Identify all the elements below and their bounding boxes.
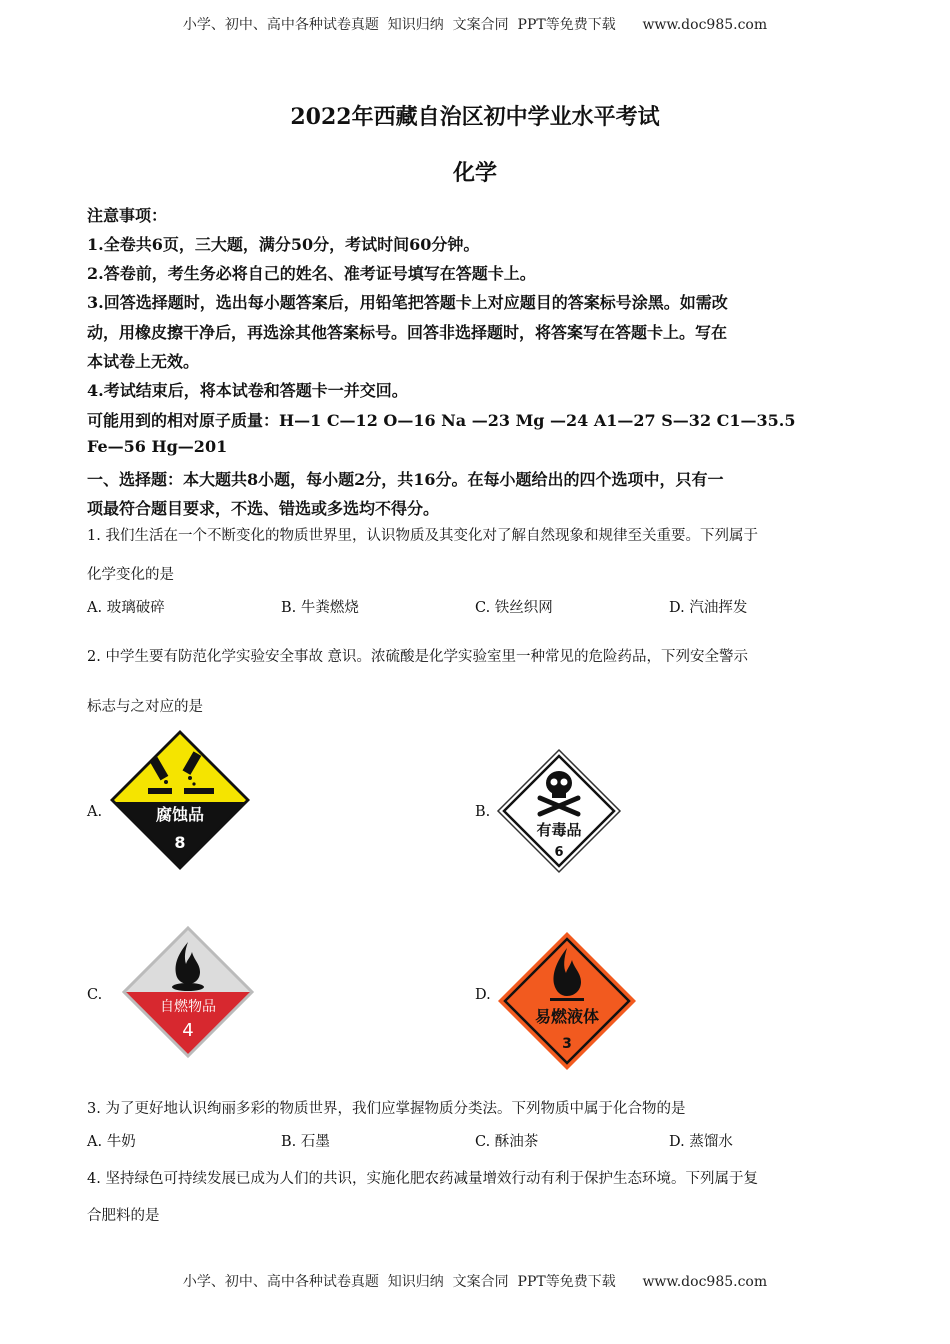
q1-option-d: D. 汽油挥发 <box>669 600 748 616</box>
sign-number: 8 <box>174 833 186 852</box>
atomic-mass-line: Fe—56 Hg—201 <box>87 437 228 456</box>
question-2-text: 标志与之对应的是 <box>87 699 203 715</box>
note-line: 3.回答选择题时，选出每小题答案后，用铅笔把答题卡上对应题目的答案标号涂黑。如需改 <box>87 293 728 312</box>
corrosive-sign <box>108 728 252 872</box>
q2-option-a-label: A. <box>87 804 103 820</box>
note-line: 1.全卷共6页，三大题，满分50分，考试时间60分钟。 <box>87 235 480 254</box>
question-4-text: 4. 坚持绿色可持续发展已成为人们的共识，实施化肥农药减量增效行动有利于保护生态环境。下列属于复 <box>87 1171 758 1187</box>
sign-number: 4 <box>182 1020 194 1041</box>
q3-option-c: C. 酥油茶 <box>475 1134 539 1150</box>
note-line: 本试卷上无效。 <box>87 352 200 371</box>
q1-option-a: A. 玻璃破碎 <box>87 600 165 616</box>
flammable-liquid-sign <box>496 930 638 1072</box>
atomic-mass-line: 可能用到的相对原子质量：H—1 C—12 O—16 Na —23 Mg —24 A1—27 S—32 C1—35.5 <box>87 411 796 430</box>
page-footer: 小学、初中、高中各种试卷真题 知识归纳 文案合同 PPT等免费下载 www.doc985.com <box>182 1274 768 1290</box>
page-header: 小学、初中、高中各种试卷真题 知识归纳 文案合同 PPT等免费下载 www.doc985.com <box>182 17 768 33</box>
sign-label: 自燃物品 <box>160 999 216 1015</box>
q2-option-c-label: C. <box>87 987 103 1003</box>
q3-option-b: B. 石墨 <box>281 1134 330 1150</box>
exam-title: 2022年西藏自治区初中学业水平考试 <box>290 104 660 130</box>
note-line: 4.考试结束后，将本试卷和答题卡一并交回。 <box>87 381 408 400</box>
q2-option-b-label: B. <box>475 804 491 820</box>
section-heading: 项最符合题目要求，不选、错选或多选均不得分。 <box>87 499 440 518</box>
q1-option-c: C. 铁丝织网 <box>475 600 553 616</box>
q3-option-a: A. 牛奶 <box>87 1134 136 1150</box>
sign-label: 腐蚀品 <box>155 805 205 824</box>
question-2-text: 2. 中学生要有防范化学实验安全事故 意识。浓硫酸是化学实验室里一种常见的危险药品，下列安全警示 <box>87 649 749 665</box>
notes-heading: 注意事项： <box>87 206 168 225</box>
note-line: 2.答卷前，考生务必将自己的姓名、准考证号填写在答题卡上。 <box>87 264 536 283</box>
q2-option-d-label: D. <box>475 987 491 1003</box>
question-1-text: 化学变化的是 <box>87 567 174 583</box>
sign-number: 6 <box>554 845 564 860</box>
sign-label: 有毒品 <box>536 821 582 839</box>
sign-number: 3 <box>562 1036 572 1052</box>
toxic-sign <box>496 748 622 874</box>
section-heading: 一、选择题：本大题共8小题，每小题2分，共16分。在每小题给出的四个选项中，只有一 <box>87 470 724 489</box>
spontaneous-combustion-sign <box>120 924 256 1060</box>
q3-option-d: D. 蒸馏水 <box>669 1134 733 1150</box>
note-line: 动，用橡皮擦干净后，再选涂其他答案标号。回答非选择题时，将答案写在答题卡上。写在 <box>87 323 728 342</box>
subject-title: 化学 <box>452 160 497 186</box>
question-1-text: 1. 我们生活在一个不断变化的物质世界里，认识物质及其变化对了解自然现象和规律至关重要。下列属于 <box>87 528 758 544</box>
question-4-text: 合肥料的是 <box>87 1208 160 1224</box>
q1-option-b: B. 牛粪燃烧 <box>281 600 359 616</box>
question-3-text: 3. 为了更好地认识绚丽多彩的物质世界，我们应掌握物质分类法。下列物质中属于化合物的是 <box>87 1101 686 1117</box>
sign-label: 易燃液体 <box>534 1007 600 1026</box>
